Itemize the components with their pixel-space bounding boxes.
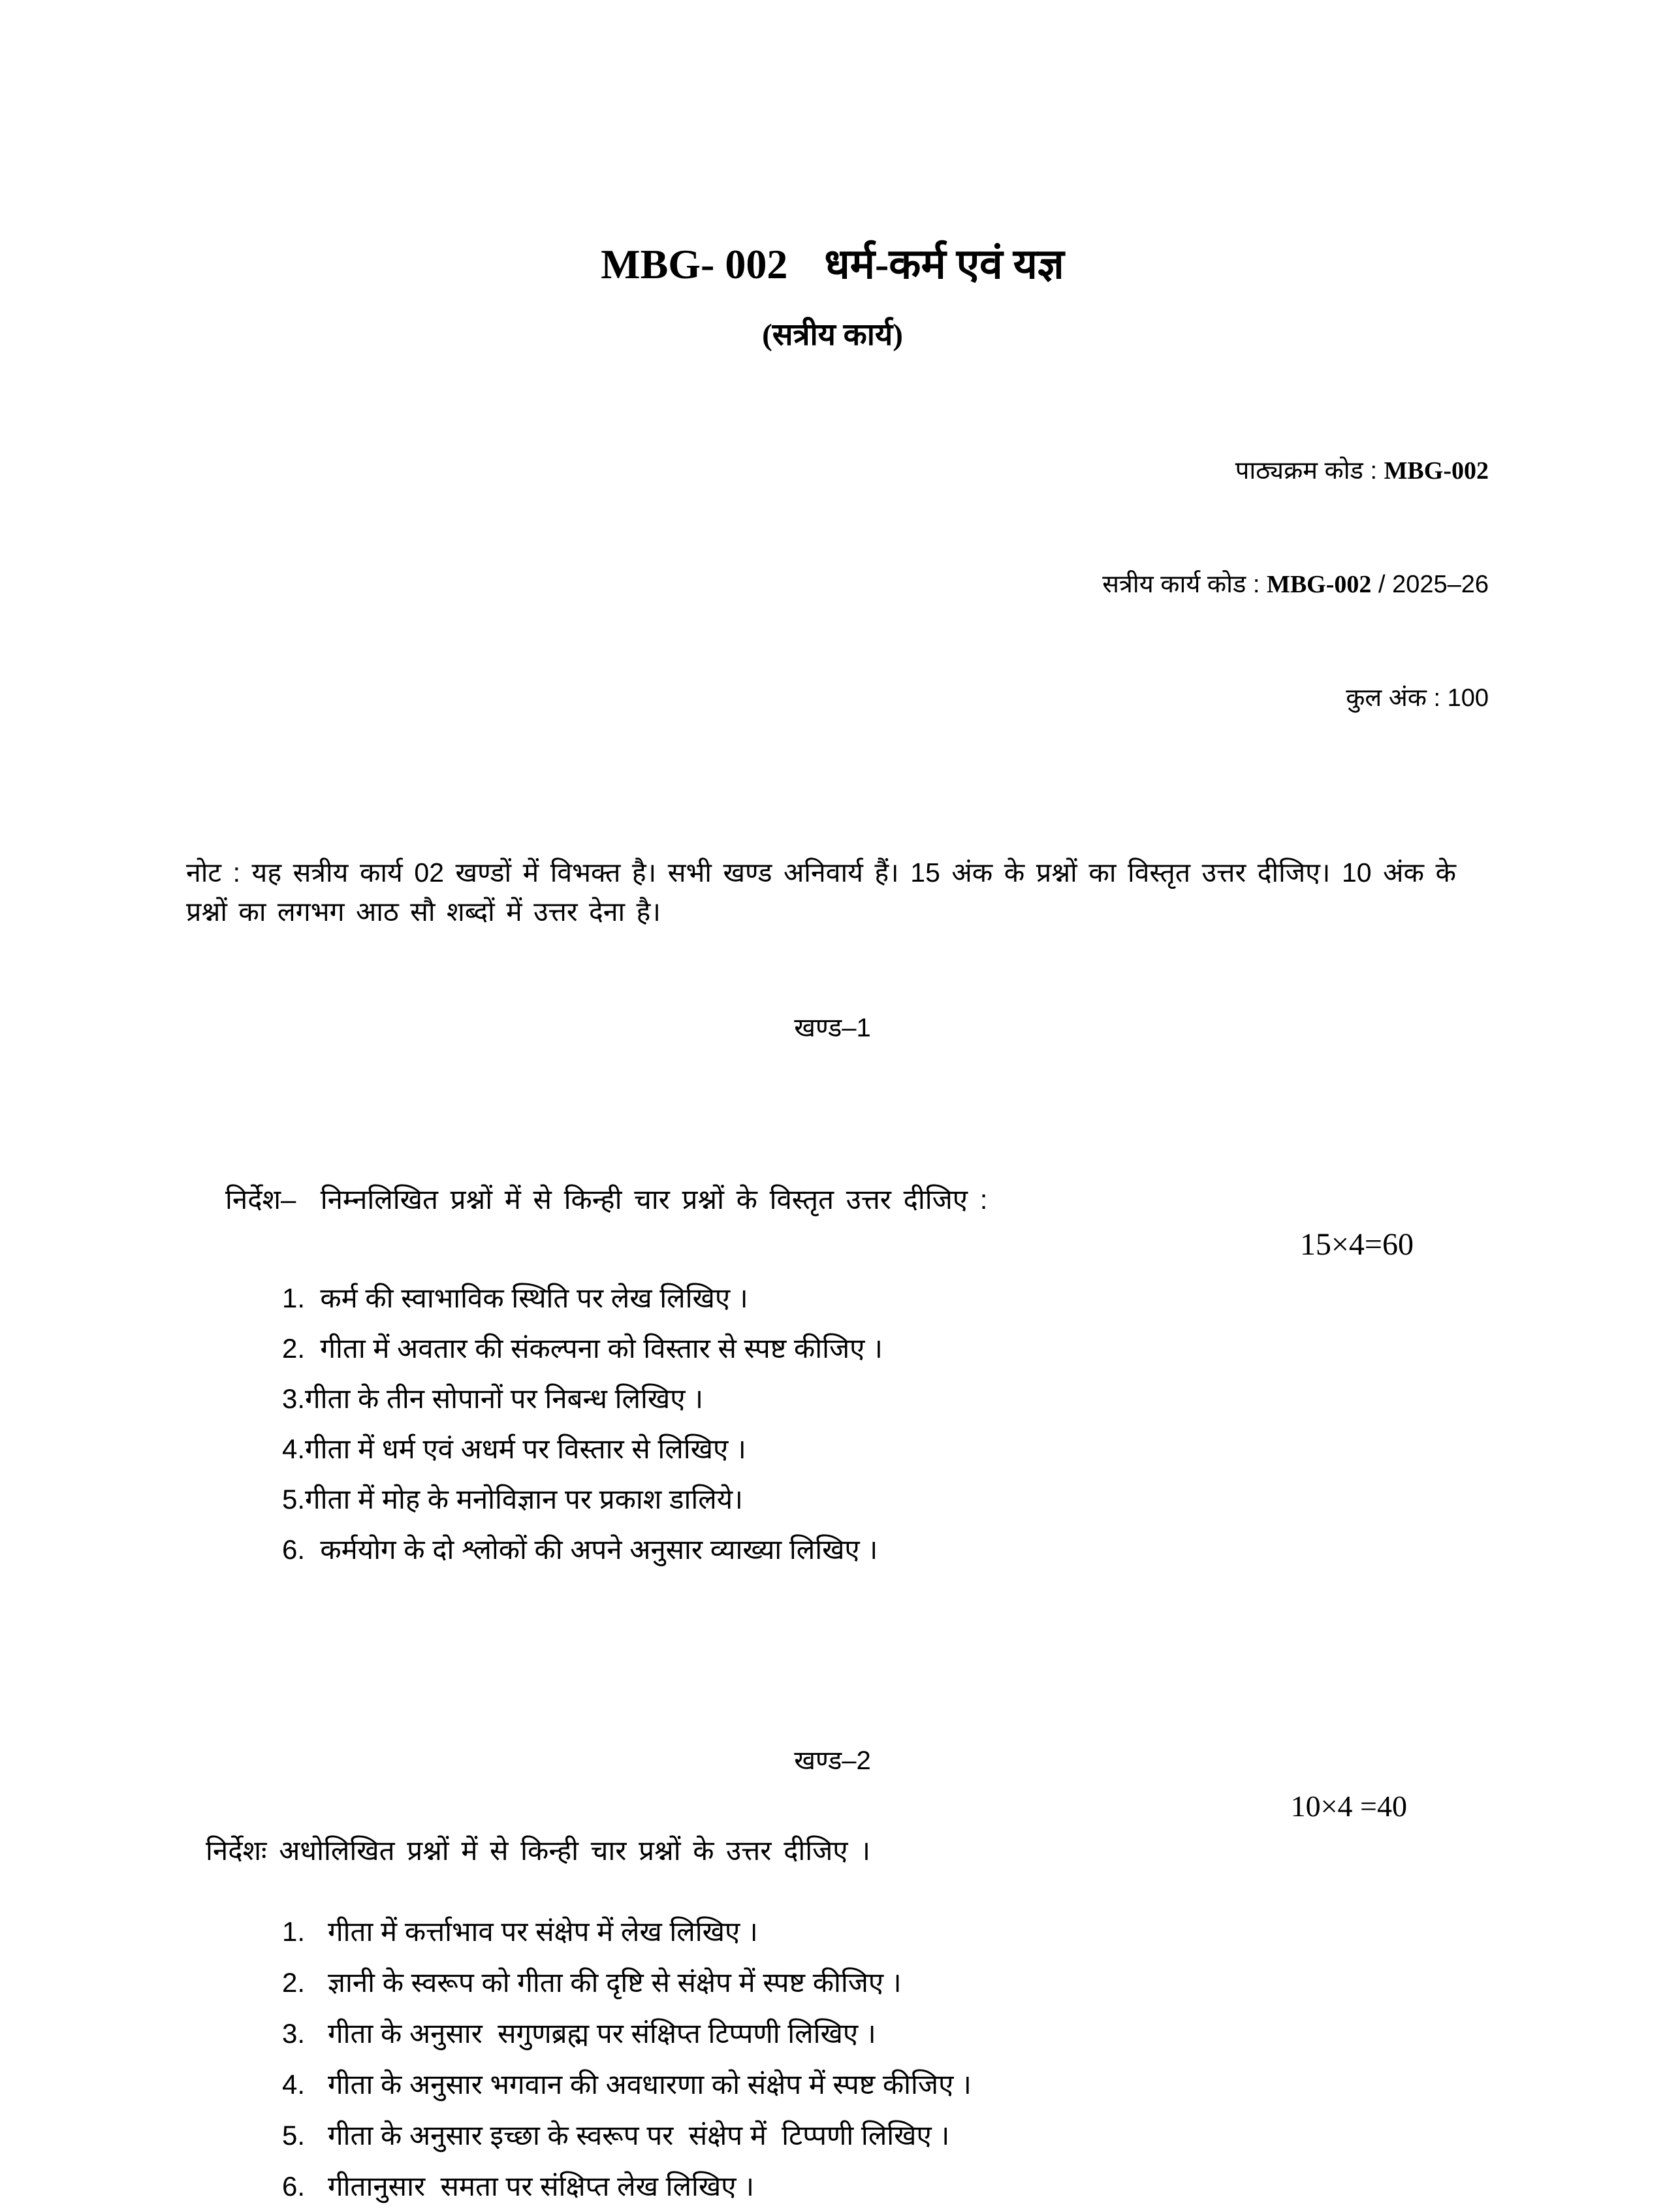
page-title [0,242,1665,287]
assignment-session: / 2025–26 [1371,571,1489,599]
course-code-line [0,452,1489,490]
section-1-heading: खण्ड–1 [794,1014,871,1043]
question-item: 4.गीता में धर्म एवं अधर्म पर विस्तार से लिखिए । [282,1434,746,1465]
assignment-code-line [0,566,1489,603]
total-marks-value: 100 [1447,684,1489,713]
question-item: 3. गीता के अनुसार सगुणब्रह्म पर संक्षिप्त टिप्पणी लिखिए । [282,2018,876,2049]
total-marks-line [0,679,1489,717]
course-code-label: पाठ्यक्रम कोड : [1235,457,1384,485]
question-item: 6. गीतानुसार समता पर संक्षिप्त लेख लिखिए । [282,2171,755,2202]
question-item: 2. गीता में अवतार की संकल्पना को विस्तार से स्पष्ट कीजिए । [282,1333,883,1364]
section-2-heading: खण्ड–2 [794,1746,871,1776]
question-item: 1. कर्म की स्वाभाविक स्थिति पर लेख लिखिए । [282,1283,748,1314]
question-item: 5.गीता में मोह के मनोविज्ञान पर प्रकाश डालिये। [282,1484,743,1515]
course-title-hindi: धर्म-कर्म एवं यज्ञ [824,241,1064,287]
section-2-marks: 10×4 =40 [1290,1789,1407,1823]
course-code-value: MBG-002 [1384,457,1489,485]
question-item: 6. कर्मयोग के दो श्लोकों की अपने अनुसार व्याख्या लिखिए । [282,1534,878,1565]
course-code-title: MBG- 002 [601,241,788,287]
question-item: 5. गीता के अनुसार इच्छा के स्वरूप पर संक्षेप में टिप्पणी लिखिए । [282,2120,950,2151]
meta-block [0,376,1489,793]
section-2-question-list [282,1906,1665,2212]
section-1-direction: निर्देश– निम्नलिखित प्रश्नों में से किन्ही चार प्रश्नों के विस्तृत उत्तर दीजिए : [225,1184,988,1215]
page-subtitle: (सत्रीय कार्य) [762,318,903,353]
section-1-question-list [282,1273,1665,1575]
note-text: नोट : यह सत्रीय कार्य 02 खण्डों में विभक्त है। सभी खण्ड अनिवार्य हैं। 15 अंक के प्रश्नों का विस्तृत उत्तर दीजिए। 10 अंक के प्रश्नों का लगभग आठ सौ शब्दों में उत्तर देना है। [186,858,1468,927]
section-1-marks: 15×4=60 [1299,1227,1414,1262]
total-marks-label: कुल अंक : [1346,684,1448,713]
section-2-direction: निर्देशः अधोलिखित प्रश्नों में से किन्ही चार प्रश्नों के उत्तर दीजिए । [206,1835,871,1867]
question-item: 4. गीता के अनुसार भगवान की अवधारणा को संक्षेप में स्पष्ट कीजिए । [282,2069,972,2100]
assignment-code-value: MBG-002 [1266,571,1372,599]
question-item: 1. गीता में कर्त्ताभाव पर संक्षेप में लेख लिखिए । [282,1916,758,1948]
question-item: 2. ज्ञानी के स्वरूप को गीता की दृष्टि से संक्षेप में स्पष्ट कीजिए । [282,1967,902,1998]
question-item: 3.गीता के तीन सोपानों पर निबन्ध लिखिए । [282,1383,704,1415]
assignment-code-label: सत्रीय कार्य कोड : [1102,571,1267,599]
